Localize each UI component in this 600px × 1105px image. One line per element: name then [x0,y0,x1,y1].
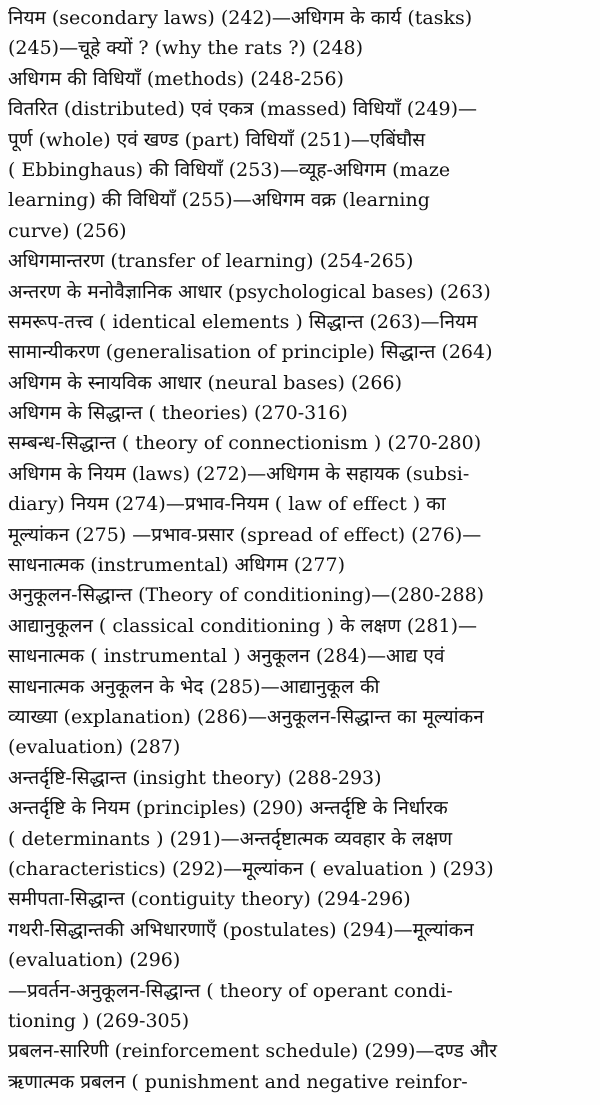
index-line: अधिगमान्तरण (transfer of learning) (254-265) [8,250,414,273]
index-line: व्याख्या (explanation) (286)—अनुकूलन-सिद्धान्त का मूल्यांकन [8,705,484,728]
index-line: learning) की विधियाँ (255)—अधिगम वक्र (learning [8,189,430,212]
index-line: (characteristics) (292)—मूल्यांकन ( evaluation ) (293) [8,857,494,880]
index-line: मूल्यांकन (275) —प्रभाव-प्रसार (spread of effect) (276)— [8,523,482,546]
index-line: साधनात्मक (instrumental) अधिगम (277) [8,554,345,577]
index-line: नियम (secondary laws) (242)—अधिगम के कार्य (tasks) [8,7,473,29]
index-line: समीपता-सिद्धान्त (contiguity theory) (294-296) [8,888,411,911]
index-line: ( determinants ) (291)—अन्तर्दृष्टात्मक व्यवहार के लक्षण [8,827,453,850]
index-line: अनुकूलन-सिद्धान्त (Theory of conditioning)—(280-288) [8,584,485,607]
index-line: सामान्यीकरण (generalisation of principle) सिद्धान्त (264) [8,341,493,364]
index-line: साधनात्मक अनुकूलन के भेद (285)—आद्यानुकूल की [8,675,380,698]
index-line: (evaluation) (287) [8,736,181,759]
index-line: पूर्ण (whole) एवं खण्ड (part) विधियाँ (251)—एबिंघौस [8,128,426,151]
index-line: —प्रवर्तन-अनुकूलन-सिद्धान्त ( theory of operant condi- [8,979,453,1002]
index-line: सम्बन्ध-सिद्धान्त ( theory of connectionism ) (270-280) [8,432,482,455]
index-line: (evaluation) (296) [8,949,181,972]
index-line: प्रबलन-सारिणी (reinforcement schedule) (299)—दण्ड और [8,1040,497,1063]
index-line: अधिगम के सिद्धान्त ( theories) (270-316) [8,402,348,425]
index-line: साधनात्मक ( instrumental ) अनुकूलन (284)—आद्य एवं [8,645,445,668]
index-line: अन्तरण के मनोवैज्ञानिक आधार (psychological bases) (263) [8,280,491,303]
index-line: diary) नियम (274)—प्रभाव-नियम ( law of effect ) का [8,493,446,516]
index-line: आद्यानुकूलन ( classical conditioning ) के लक्षण (281)— [8,614,477,637]
index-line: ऋणात्मक प्रबलन ( punishment and negative reinfor- [8,1070,468,1093]
index-line: अधिगम के नियम (laws) (272)—अधिगम के सहायक (subsi- [8,462,470,485]
index-line: अन्तर्दृष्टि-सिद्धान्त (insight theory) (288-293) [8,766,382,789]
index-line: समरूप-तत्त्व ( identical elements ) सिद्धान्त (263)—नियम [8,310,478,333]
index-line: अधिगम की विधियाँ (methods) (248-256) [8,67,344,90]
index-line: (245)—चूहे क्यों ? (why the rats ?) (248) [8,37,364,60]
index-line: ( Ebbinghaus) की विधियाँ (253)—व्यूह-अधिगम (maze [8,158,451,181]
index-line: tioning ) (269-305) [8,1009,190,1032]
index-line: वितरित (distributed) एवं एकत्र (massed) विधियाँ (249)— [8,98,477,121]
index-line: अधिगम के स्नायविक आधार (neural bases) (266) [8,371,402,394]
index-line: अन्तर्दृष्टि के नियम (principles) (290) अन्तर्दृष्टि के निर्धारक [8,797,448,820]
index-line: curve) (256) [8,219,127,242]
index-line: गथरी-सिद्धान्तकी अभिधारणाएँ (postulates) (294)—मूल्यांकन [8,918,474,941]
